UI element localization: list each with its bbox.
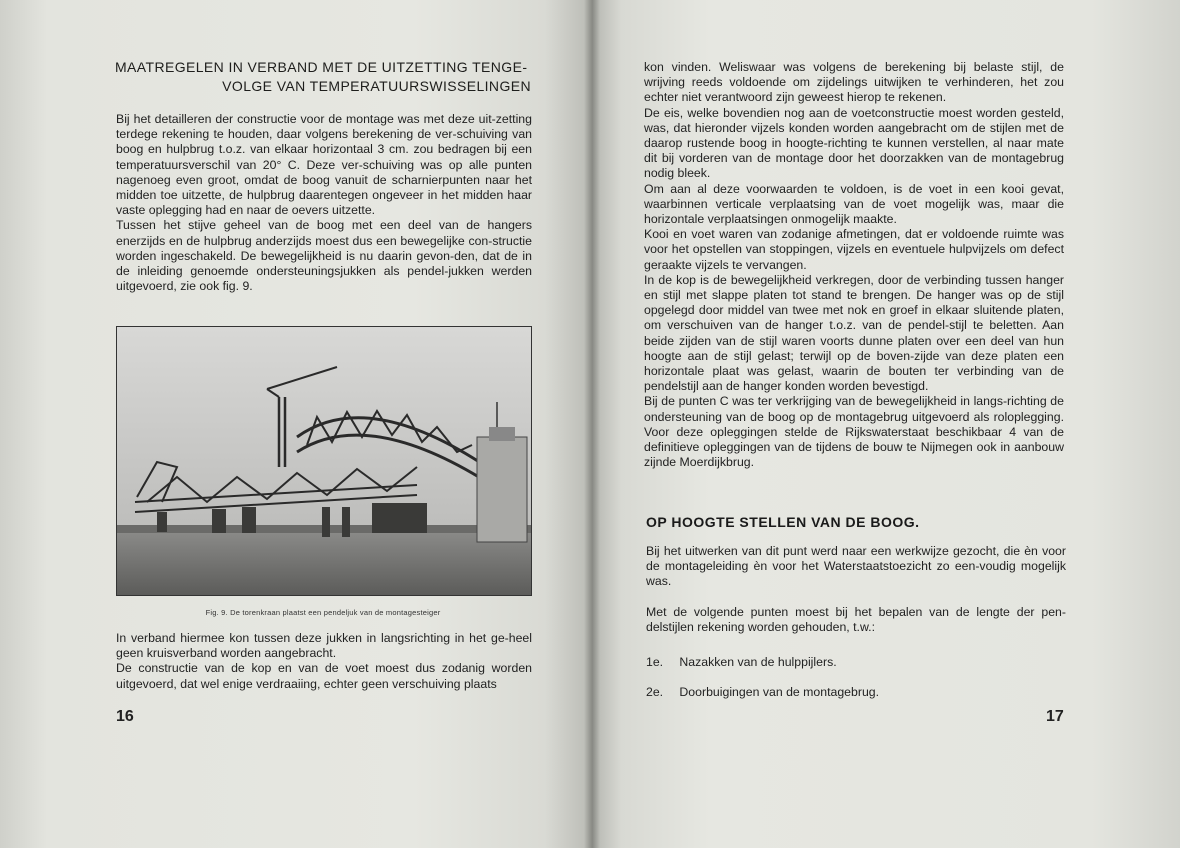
list-item: [646, 685, 879, 699]
paragraph: In verband hiermee kon tussen deze jukken in langsrichting in het ge-heel geen kruisverband worden aangebracht.: [116, 631, 532, 661]
body-text-right-top: [644, 60, 1064, 470]
heading-line-2: VOLGE VAN TEMPERATUURSWISSELINGEN: [222, 78, 531, 94]
book-gutter: [584, 0, 600, 848]
figure-caption: Fig. 9. De torenkraan plaatst een pendeljuk van de montagesteiger: [205, 608, 441, 617]
paragraph: Om aan al deze voorwaarden te voldoen, is de voet in een kooi gevat, waarbinnen verticale verplaatsing van de voet mogelijk was, maar die horizontale verplaatsingen onmogelijk maakte.: [644, 181, 1064, 227]
heading-line-1: MAATREGELEN IN VERBAND MET DE UITZETTING TENGE-: [115, 59, 528, 75]
list-text: Doorbuigingen van de montagebrug.: [679, 685, 880, 699]
list-marker: 2e.: [646, 685, 664, 699]
body-text-right-list-intro: [646, 605, 1066, 635]
paragraph: kon vinden. Weliswaar was volgens de berekening bij belaste stijl, de wrijving reeds voldoende om zijdelings uitwijken te verhinderen, het zou echter niet verantwoord zijn geweest hierop te rekenen.: [644, 60, 1064, 105]
page-number-left: 16: [116, 708, 134, 725]
list-text: Nazakken van de hulppijlers.: [679, 655, 837, 669]
list-item: [646, 655, 837, 669]
paragraph: Bij het uitwerken van dit punt werd naar een werkwijze gezocht, die èn voor de montageleiding èn voor het Waterstaatstoezicht zo een-voudig mogelijk was.: [646, 544, 1066, 589]
paragraph: De eis, welke bovendien nog aan de voetconstructie moest worden gesteld, was, dat hieronder vijzels konden worden aangebracht om de stijlen met de daarop rustende boog in hoogte-richting te kunnen verstellen, al naar mate dit bij vorderen van de montage door het doorzakken van de montagebrug nodig bleek.: [644, 105, 1064, 181]
paragraph: Kooi en voet waren van zodanige afmetingen, dat er voldoende ruimte was voor het opstellen van stoppingen, vijzels en eventuele hulpvijzels om defect geraakte vijzels te vervangen.: [644, 227, 1064, 272]
paragraph: Tussen het stijve geheel van de boog met een deel van de hangers enerzijds en de hulpbrug anderzijds moest dus een bewegelijke con-structie worden ingeschakeld. De bewegelijkheid is nu daarin gevon-den, dat de in de inleiding genoemde ondersteuningsjukken als pendel-jukken werden uitgevoerd, zie ook fig. 9.: [116, 218, 532, 294]
paragraph: Bij het detailleren der constructie voor de montage was met deze uit-zetting terdege rekening te houden, daar volgens berekening de ver-schuiving van boog en hulpbrug t.o.z. van elkaar horizontaal 3 cm. zou bedragen bij een temperatuursverschil van 20° C. Deze ver-schuiving was op alle punten nagenoeg even groot, omdat de boog vanuit de scharnierpunten naar het midden toe uitzette, de hulpbrug daarentegen ongeveer in het midden haar vaste oplegging had en naar de oevers uitzette.: [116, 112, 532, 218]
section-heading-uitzetting: [115, 58, 531, 96]
paragraph: De constructie van de kop en van de voet moest dus zodanig worden uitgevoerd, dat wel enige verdraaiing, echter geen verschuiving plaats: [116, 661, 532, 691]
paragraph: In de kop is de bewegelijkheid verkregen, door de verbinding tussen hanger en stijl met slappe platen tot stand te brengen. De hanger was op de stijl opgelegd door middel van twee met nok en groef in elkaar sluitende platen, om verschuiven van de hanger t.o.z. van de pendel-stijl te beletten. Aan beide zijden van de stijl waren voorts dunne platen over een deel van hun hoogte aan de stijl gelast; terwijl op de boven-zijde van deze platen een horizontale plaat was gelast, waarin de bouten ter verbinding van de pendelstijl aan de hanger konden worden bevestigd.: [644, 272, 1064, 394]
list-marker: 1e.: [646, 655, 664, 669]
body-text-right-mid: [646, 544, 1066, 590]
body-text-bottom: [116, 631, 532, 692]
paragraph: Met de volgende punten moest bij het bepalen van de lengte der pen-delstijlen rekening worden gehouden, t.w.:: [646, 605, 1066, 635]
bridge-construction-photo: [116, 326, 532, 596]
body-text-top: [116, 112, 532, 294]
page-number-right: 17: [1046, 708, 1064, 725]
section-heading-op-hoogte: OP HOOGTE STELLEN VAN DE BOOG.: [646, 514, 920, 530]
paragraph: Bij de punten C was ter verkrijging van de bewegelijkheid in langs-richting de ondersteuning van de boog op de montagebrug uitgevoerd als roloplegging. Voor deze opleggingen stelde de Rijkswaterstaat beschikbaar 4 van de definitieve opleggingen van de tijdens de bouw te Nijmegen ook in aanbouw zijnde Moerdijkbrug.: [644, 394, 1064, 470]
